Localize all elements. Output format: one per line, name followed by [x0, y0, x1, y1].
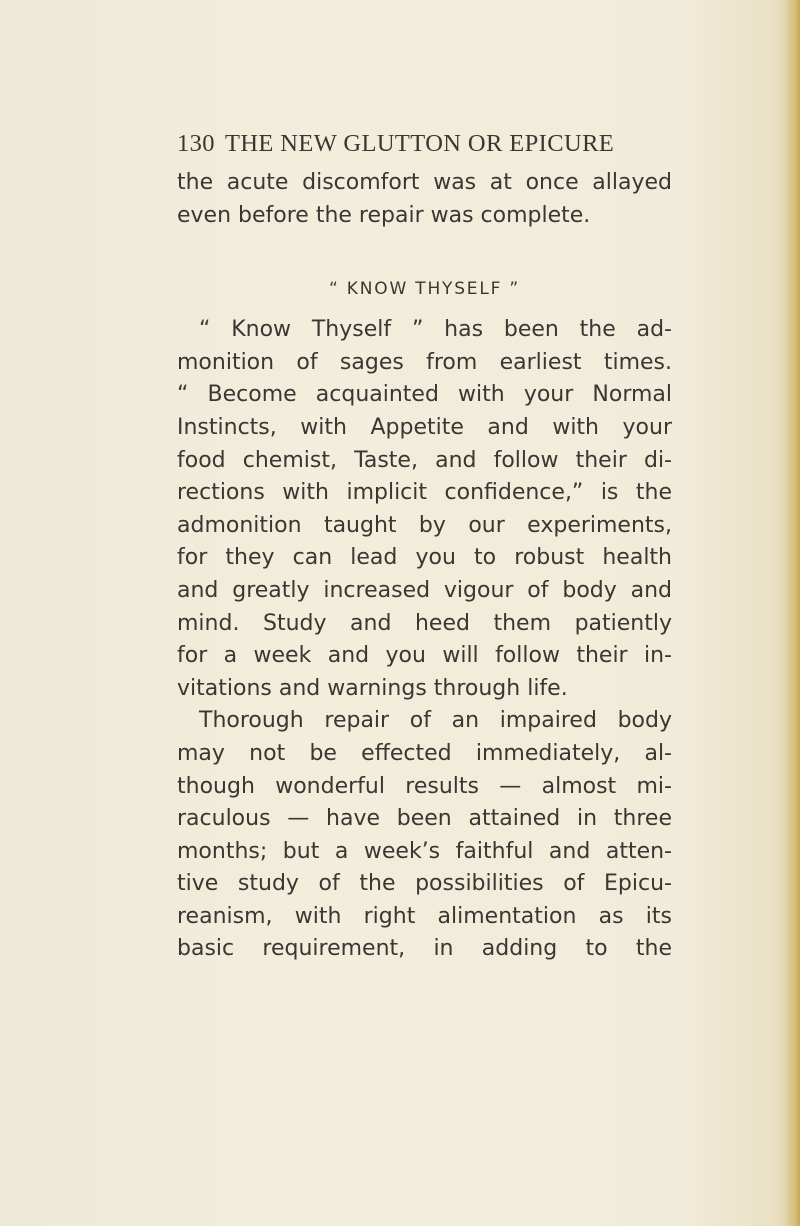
text-line: for they can lead you to robust health	[177, 545, 672, 571]
text-block	[177, 126, 672, 966]
text-line: tive study of the possibilities of Epicu-	[177, 871, 672, 897]
running-head	[177, 126, 672, 166]
text-line: monition of sages from earliest times.	[177, 349, 672, 375]
text-line: raculous — have been attained in three	[177, 806, 672, 832]
text-line: even before the repair was complete.	[177, 202, 591, 228]
text-line: though wonderful results — almost mi-	[177, 773, 672, 799]
section-heading: “ KNOW THYSELF ”	[328, 279, 520, 300]
text-line: “ Know Thyself ” has been the ad-	[199, 317, 672, 343]
page-edge-shading	[786, 0, 800, 1226]
text-line: admonition taught by our experiments,	[177, 512, 672, 538]
page-number: 130	[177, 130, 215, 157]
text-line: Instincts, with Appetite and with your	[177, 414, 672, 440]
text-line: “ Become acquainted with your Normal	[177, 382, 672, 408]
paragraph-thorough-repair	[177, 705, 672, 966]
text-line: basic requirement, in adding to the	[177, 936, 672, 962]
text-line: reanism, with right alimentation as its	[177, 903, 672, 929]
paragraph-know-thyself	[177, 314, 672, 705]
text-line: mind. Study and heed them patiently	[177, 610, 672, 636]
opening-lines	[177, 167, 672, 232]
text-line: the acute discomfort was at once allayed	[177, 170, 672, 195]
text-line: and greatly increased vigour of body and	[177, 577, 672, 603]
text-line: Thorough repair of an impaired body	[199, 708, 672, 734]
running-title: THE NEW GLUTTON OR EPICURE	[224, 130, 615, 157]
text-line: food chemist, Taste, and follow their di-	[177, 447, 672, 473]
text-line: months; but a week’s faithful and atten-	[177, 838, 672, 864]
text-line: rections with implicit confidence,” is the	[177, 480, 672, 506]
text-line: for a week and you will follow their in-	[177, 643, 672, 669]
text-line: vitations and warnings through life.	[177, 675, 568, 701]
text-line: may not be effected immediately, al-	[177, 740, 672, 766]
